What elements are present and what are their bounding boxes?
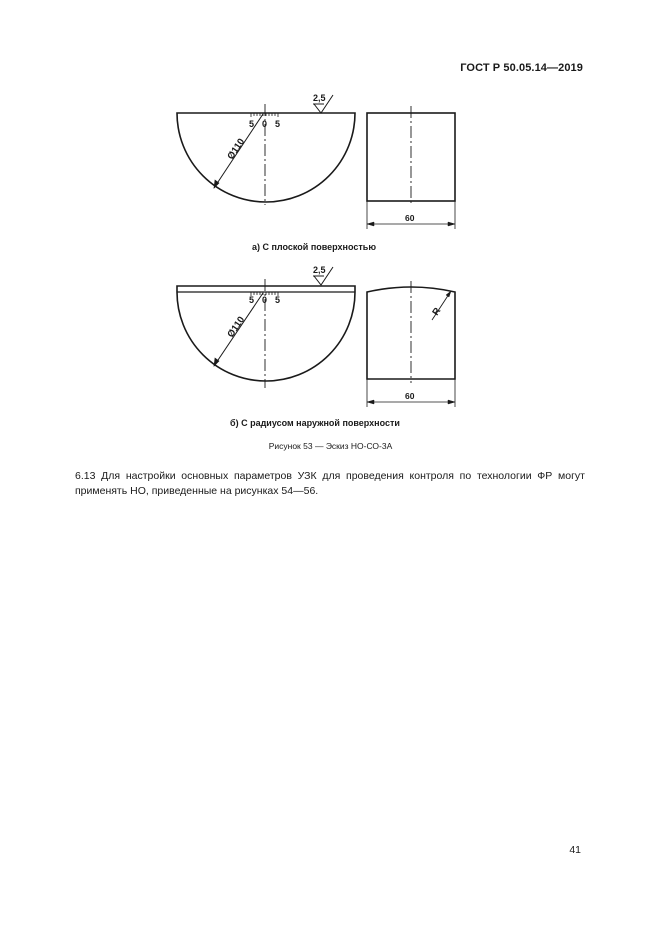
sub-b-scale-label-left: 5 — [249, 295, 255, 305]
page-number: 41 — [569, 844, 581, 856]
sub-a-width-value: 60 — [405, 213, 415, 223]
sub-b-caption: б) С радиусом наружной поверхности — [230, 418, 400, 428]
sub-a-side-view — [367, 106, 455, 229]
sub-b-width-value: 60 — [405, 391, 415, 401]
sub-b-scale-label-center: 0 — [262, 295, 268, 305]
sub-a-scale-label-left: 5 — [249, 119, 255, 129]
sub-b-side-view — [367, 281, 455, 407]
sub-b-scale-label-right: 5 — [275, 295, 281, 305]
sub-a-scale-label-center: 0 — [262, 119, 268, 129]
sub-b-radius-label: R — [430, 305, 444, 318]
figure-53-drawing — [0, 0, 661, 440]
sub-a-scale-label-right: 5 — [275, 119, 281, 129]
sub-a-roughness-value: 2,5 — [313, 93, 326, 103]
sub-b-diameter-label: Ø110 — [225, 314, 248, 340]
paragraph-6-13: 6.13 Для настройки основных параметров УЗК для проведения контроля по технологии ФР могут применять НО, приведенные на рисунках 54—56. — [75, 470, 585, 497]
sub-a-semicircle-view — [177, 95, 355, 205]
document-standard-number: ГОСТ Р 50.05.14—2019 — [460, 62, 583, 74]
figure-caption: Рисунок 53 — Эскиз НО-СО-3А — [268, 441, 393, 451]
sub-b-roughness-value: 2,5 — [313, 265, 326, 275]
sub-a-caption: а) С плоской поверхностью — [251, 242, 377, 252]
sub-a-diameter-label: Ø110 — [225, 136, 248, 162]
sub-b-semicircle-view — [177, 267, 355, 388]
body-text — [75, 469, 585, 499]
